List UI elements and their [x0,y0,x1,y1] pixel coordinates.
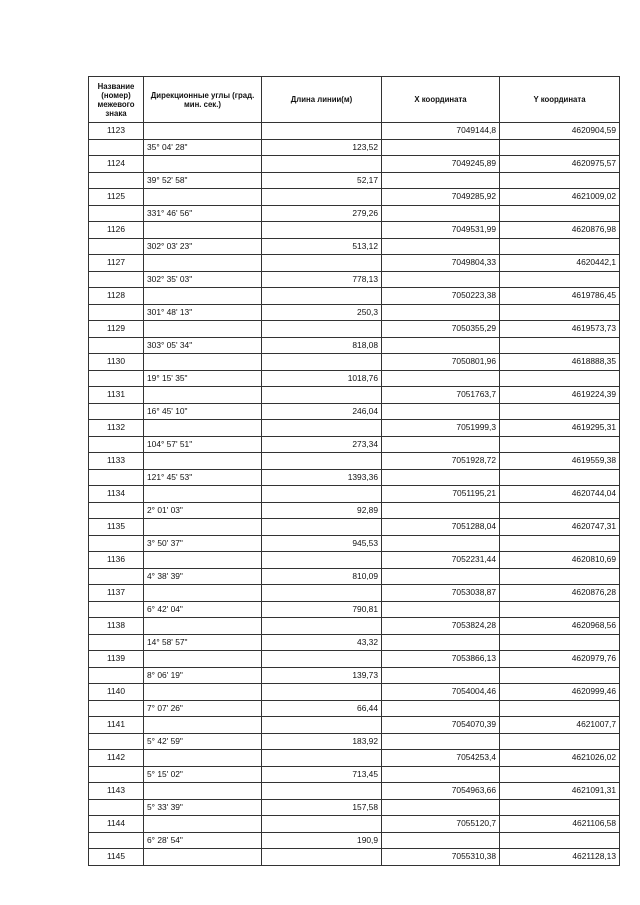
point-name: 1124 [89,156,144,173]
empty-cell [89,304,144,321]
empty-cell [500,139,620,156]
line-length: 713,45 [262,766,382,783]
y-coordinate: 4621026,02 [500,750,620,767]
direction-angle: 39° 52' 58" [144,172,262,189]
empty-cell [262,552,382,569]
empty-cell [89,370,144,387]
segment-row [89,370,620,387]
segment-row [89,799,620,816]
empty-cell [500,370,620,387]
empty-cell [144,816,262,833]
segment-row [89,733,620,750]
empty-cell [144,585,262,602]
y-coordinate: 4620876,28 [500,585,620,602]
line-length: 52,17 [262,172,382,189]
segment-row [89,304,620,321]
point-name: 1131 [89,387,144,404]
x-coordinate: 7049804,33 [382,255,500,272]
point-row [89,123,620,140]
table-header [89,77,620,123]
empty-cell [500,667,620,684]
empty-cell [500,634,620,651]
empty-cell [382,337,500,354]
empty-cell [262,519,382,536]
direction-angle: 6° 28' 54" [144,832,262,849]
direction-angle: 8° 06' 19" [144,667,262,684]
x-coordinate: 7055310,38 [382,849,500,866]
point-row [89,453,620,470]
empty-cell [89,337,144,354]
header-y: Y координата [500,77,620,123]
empty-cell [262,684,382,701]
empty-cell [144,123,262,140]
empty-cell [500,238,620,255]
x-coordinate: 7049144,8 [382,123,500,140]
empty-cell [89,271,144,288]
line-length: 157,58 [262,799,382,816]
x-coordinate: 7050223,38 [382,288,500,305]
segment-row [89,238,620,255]
direction-angle: 2° 01' 03" [144,502,262,519]
point-row [89,816,620,833]
segment-row [89,469,620,486]
y-coordinate: 4619573,73 [500,321,620,338]
segment-row [89,700,620,717]
empty-cell [144,420,262,437]
y-coordinate: 4620744,04 [500,486,620,503]
empty-cell [382,568,500,585]
empty-cell [382,271,500,288]
x-coordinate: 7053866,13 [382,651,500,668]
point-name: 1132 [89,420,144,437]
line-length: 190,9 [262,832,382,849]
empty-cell [382,766,500,783]
empty-cell [262,255,382,272]
empty-cell [382,403,500,420]
point-name: 1140 [89,684,144,701]
point-row [89,354,620,371]
y-coordinate: 4621091,31 [500,783,620,800]
empty-cell [144,189,262,206]
header-angle: Дирекционные углы (град. мин. сек.) [144,77,262,123]
empty-cell [500,271,620,288]
point-row [89,321,620,338]
point-row [89,717,620,734]
line-length: 279,26 [262,205,382,222]
direction-angle: 6° 42' 04" [144,601,262,618]
y-coordinate: 4620747,31 [500,519,620,536]
empty-cell [382,139,500,156]
boundary-coordinates-table [88,76,620,866]
point-name: 1125 [89,189,144,206]
segment-row [89,568,620,585]
empty-cell [89,667,144,684]
direction-angle: 16° 45' 10" [144,403,262,420]
x-coordinate: 7049531,99 [382,222,500,239]
line-length: 513,12 [262,238,382,255]
direction-angle: 5° 15' 02" [144,766,262,783]
empty-cell [89,139,144,156]
point-row [89,849,620,866]
empty-cell [89,469,144,486]
empty-cell [262,288,382,305]
empty-cell [500,304,620,321]
empty-cell [262,453,382,470]
y-coordinate: 4621009,02 [500,189,620,206]
empty-cell [144,156,262,173]
point-row [89,387,620,404]
empty-cell [500,568,620,585]
point-name: 1129 [89,321,144,338]
y-coordinate: 4621128,13 [500,849,620,866]
direction-angle: 35° 04' 28" [144,139,262,156]
direction-angle: 302° 35' 03" [144,271,262,288]
point-name: 1145 [89,849,144,866]
segment-row [89,436,620,453]
empty-cell [89,205,144,222]
x-coordinate: 7053824,28 [382,618,500,635]
empty-cell [144,354,262,371]
empty-cell [382,502,500,519]
line-length: 778,13 [262,271,382,288]
direction-angle: 14° 58' 57" [144,634,262,651]
empty-cell [262,420,382,437]
point-name: 1135 [89,519,144,536]
empty-cell [144,783,262,800]
x-coordinate: 7054963,66 [382,783,500,800]
segment-row [89,766,620,783]
point-row [89,585,620,602]
header-name: Название (номер) межевого знака [89,77,144,123]
segment-row [89,502,620,519]
empty-cell [382,634,500,651]
y-coordinate: 4619295,31 [500,420,620,437]
empty-cell [500,469,620,486]
direction-angle: 3° 50' 37" [144,535,262,552]
empty-cell [262,354,382,371]
point-row [89,552,620,569]
point-name: 1128 [89,288,144,305]
empty-cell [144,387,262,404]
y-coordinate: 4618888,35 [500,354,620,371]
line-length: 1018,76 [262,370,382,387]
direction-angle: 19° 15' 35" [144,370,262,387]
direction-angle: 301° 48' 13" [144,304,262,321]
empty-cell [382,601,500,618]
empty-cell [144,453,262,470]
x-coordinate: 7054253,4 [382,750,500,767]
point-row [89,486,620,503]
point-name: 1143 [89,783,144,800]
empty-cell [500,172,620,189]
segment-row [89,139,620,156]
x-coordinate: 7053038,87 [382,585,500,602]
point-name: 1137 [89,585,144,602]
empty-cell [89,568,144,585]
empty-cell [382,172,500,189]
empty-cell [382,700,500,717]
point-name: 1144 [89,816,144,833]
x-coordinate: 7050801,96 [382,354,500,371]
empty-cell [144,750,262,767]
empty-cell [382,436,500,453]
x-coordinate: 7054070,39 [382,717,500,734]
empty-cell [89,700,144,717]
header-x: X координата [382,77,500,123]
empty-cell [382,535,500,552]
empty-cell [262,717,382,734]
empty-cell [89,832,144,849]
empty-cell [262,618,382,635]
empty-cell [89,436,144,453]
point-row [89,156,620,173]
point-row [89,222,620,239]
segment-row [89,337,620,354]
empty-cell [144,651,262,668]
point-row [89,783,620,800]
y-coordinate: 4620999,46 [500,684,620,701]
empty-cell [262,123,382,140]
direction-angle: 303° 05' 34" [144,337,262,354]
segment-row [89,535,620,552]
empty-cell [382,799,500,816]
empty-cell [89,799,144,816]
empty-cell [262,156,382,173]
point-name: 1127 [89,255,144,272]
segment-row [89,832,620,849]
y-coordinate: 4620975,57 [500,156,620,173]
empty-cell [89,403,144,420]
empty-cell [89,601,144,618]
empty-cell [382,304,500,321]
point-name: 1123 [89,123,144,140]
line-length: 945,53 [262,535,382,552]
empty-cell [262,750,382,767]
point-name: 1142 [89,750,144,767]
segment-row [89,667,620,684]
x-coordinate: 7051288,04 [382,519,500,536]
segment-row [89,634,620,651]
line-length: 92,89 [262,502,382,519]
empty-cell [500,700,620,717]
x-coordinate: 7050355,29 [382,321,500,338]
line-length: 66,44 [262,700,382,717]
y-coordinate: 4619224,39 [500,387,620,404]
empty-cell [500,436,620,453]
empty-cell [144,519,262,536]
line-length: 123,52 [262,139,382,156]
segment-row [89,601,620,618]
x-coordinate: 7049285,92 [382,189,500,206]
point-name: 1126 [89,222,144,239]
direction-angle: 5° 33' 39" [144,799,262,816]
line-length: 139,73 [262,667,382,684]
empty-cell [144,717,262,734]
line-length: 183,92 [262,733,382,750]
empty-cell [89,766,144,783]
point-row [89,519,620,536]
direction-angle: 4° 38' 39" [144,568,262,585]
x-coordinate: 7051195,21 [382,486,500,503]
direction-angle: 331° 46' 56" [144,205,262,222]
empty-cell [144,684,262,701]
empty-cell [89,238,144,255]
point-name: 1139 [89,651,144,668]
empty-cell [89,733,144,750]
x-coordinate: 7052231,44 [382,552,500,569]
direction-angle: 104° 57' 51" [144,436,262,453]
empty-cell [500,205,620,222]
direction-angle: 7° 07' 26" [144,700,262,717]
line-length: 273,34 [262,436,382,453]
point-row [89,684,620,701]
direction-angle: 5° 42' 59" [144,733,262,750]
empty-cell [500,535,620,552]
x-coordinate: 7051999,3 [382,420,500,437]
empty-cell [382,733,500,750]
empty-cell [89,634,144,651]
empty-cell [262,849,382,866]
segment-row [89,172,620,189]
point-name: 1138 [89,618,144,635]
empty-cell [382,469,500,486]
point-row [89,189,620,206]
y-coordinate: 4620876,98 [500,222,620,239]
empty-cell [144,321,262,338]
x-coordinate: 7049245,89 [382,156,500,173]
empty-cell [262,321,382,338]
empty-cell [500,502,620,519]
empty-cell [382,832,500,849]
direction-angle: 121° 45' 53" [144,469,262,486]
x-coordinate: 7051763,7 [382,387,500,404]
empty-cell [500,601,620,618]
empty-cell [262,222,382,239]
line-length: 1393,36 [262,469,382,486]
empty-cell [144,255,262,272]
y-coordinate: 4620442,1 [500,255,620,272]
y-coordinate: 4620979,76 [500,651,620,668]
empty-cell [262,486,382,503]
point-row [89,288,620,305]
empty-cell [500,733,620,750]
point-row [89,420,620,437]
point-row [89,618,620,635]
empty-cell [262,387,382,404]
line-length: 818,08 [262,337,382,354]
point-name: 1136 [89,552,144,569]
empty-cell [382,205,500,222]
point-name: 1141 [89,717,144,734]
empty-cell [382,667,500,684]
line-length: 246,04 [262,403,382,420]
y-coordinate: 4619786,45 [500,288,620,305]
point-row [89,255,620,272]
empty-cell [500,766,620,783]
y-coordinate: 4621007,7 [500,717,620,734]
empty-cell [144,849,262,866]
segment-row [89,271,620,288]
table-body [89,123,620,866]
x-coordinate: 7055120,7 [382,816,500,833]
line-length: 43,32 [262,634,382,651]
empty-cell [382,238,500,255]
segment-row [89,205,620,222]
point-name: 1133 [89,453,144,470]
line-length: 790,81 [262,601,382,618]
line-length: 250,3 [262,304,382,321]
empty-cell [89,172,144,189]
empty-cell [89,502,144,519]
empty-cell [382,370,500,387]
point-name: 1130 [89,354,144,371]
empty-cell [262,189,382,206]
header-length: Длина линии(м) [262,77,382,123]
segment-row [89,403,620,420]
direction-angle: 302° 03' 23" [144,238,262,255]
empty-cell [500,832,620,849]
y-coordinate: 4619559,38 [500,453,620,470]
empty-cell [144,552,262,569]
empty-cell [262,651,382,668]
empty-cell [262,783,382,800]
empty-cell [262,816,382,833]
empty-cell [262,585,382,602]
empty-cell [144,618,262,635]
empty-cell [144,486,262,503]
y-coordinate: 4620904,59 [500,123,620,140]
y-coordinate: 4621106,58 [500,816,620,833]
point-name: 1134 [89,486,144,503]
empty-cell [144,222,262,239]
empty-cell [500,403,620,420]
empty-cell [500,337,620,354]
y-coordinate: 4620968,56 [500,618,620,635]
empty-cell [500,799,620,816]
x-coordinate: 7054004,46 [382,684,500,701]
empty-cell [89,535,144,552]
line-length: 810,09 [262,568,382,585]
point-row [89,651,620,668]
empty-cell [144,288,262,305]
x-coordinate: 7051928,72 [382,453,500,470]
y-coordinate: 4620810,69 [500,552,620,569]
point-row [89,750,620,767]
